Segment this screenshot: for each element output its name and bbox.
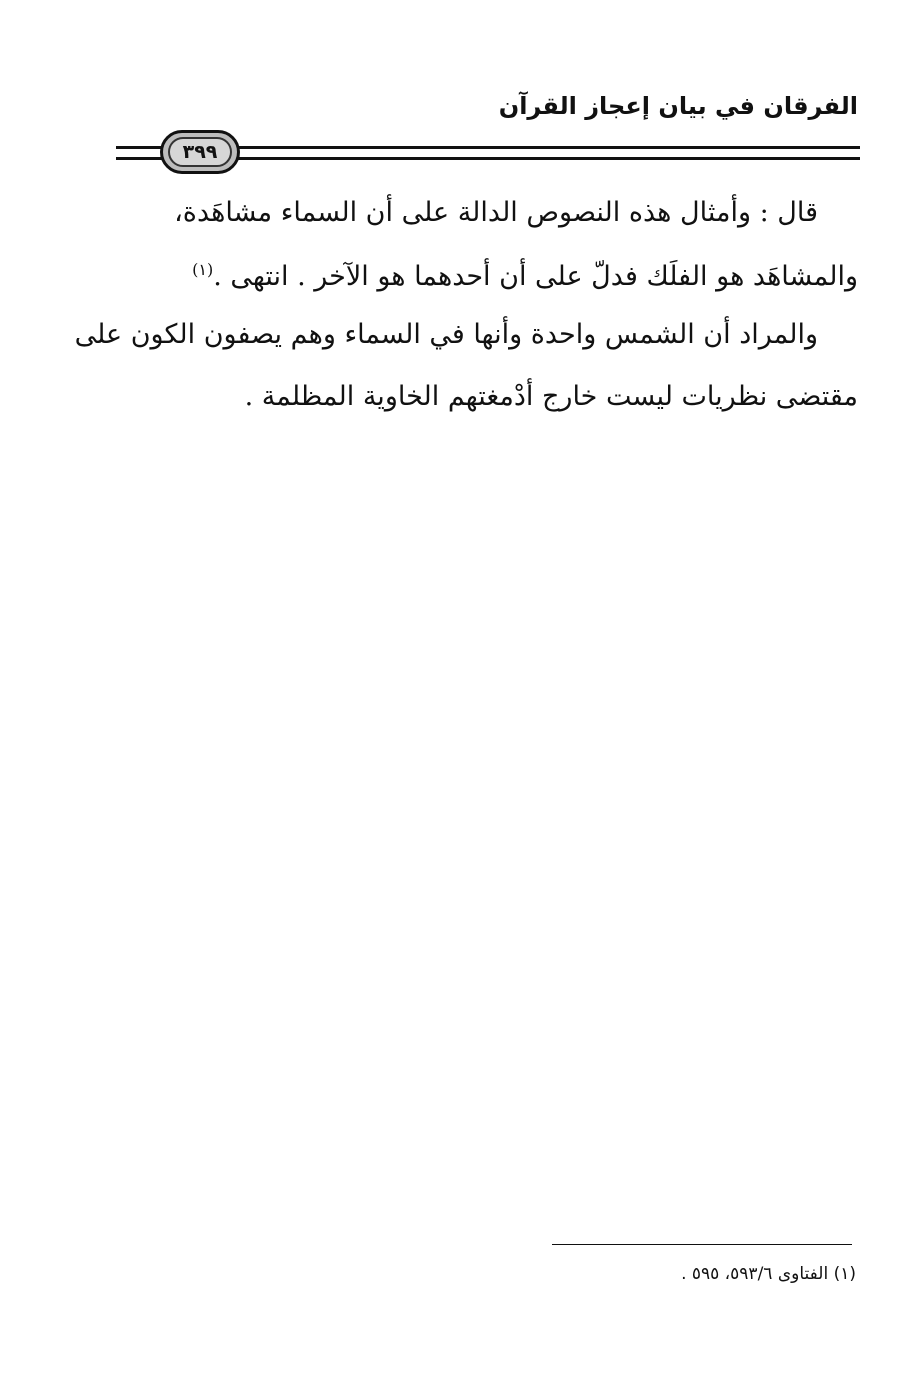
body-line-2-text: والمشاهَد هو الفلَك فدلّ على أن أحدهما هو الآخر . انتهى . <box>213 261 858 292</box>
body-line-4: مقتضى نظريات ليست خارج أدْمغتهم الخاوية المظلمة . <box>244 381 858 412</box>
footnote-marker: (١) <box>192 260 214 279</box>
page-number: ٣٩٩ <box>168 137 232 167</box>
header-rule-right-bottom <box>238 157 860 160</box>
header-rule-left-top <box>116 146 162 149</box>
header-rule-right-top <box>238 146 860 149</box>
footnote-1: (١) الفتاوى ٥٩٣/٦، ٥٩٥ . <box>681 1264 856 1284</box>
body-line-3: والمراد أن الشمس واحدة وأنها في السماء وهم يصفون الكون على <box>74 319 818 350</box>
running-title: الفرقان في بيان إعجاز القرآن <box>498 92 858 120</box>
footnote-separator <box>552 1244 852 1245</box>
header-rule-left-bottom <box>116 157 162 160</box>
page-number-badge <box>160 130 240 174</box>
body-line-2 <box>108 260 858 294</box>
body-line-1: قال : وأمثال هذه النصوص الدالة على أن السماء مشاهَدة، <box>174 197 818 228</box>
